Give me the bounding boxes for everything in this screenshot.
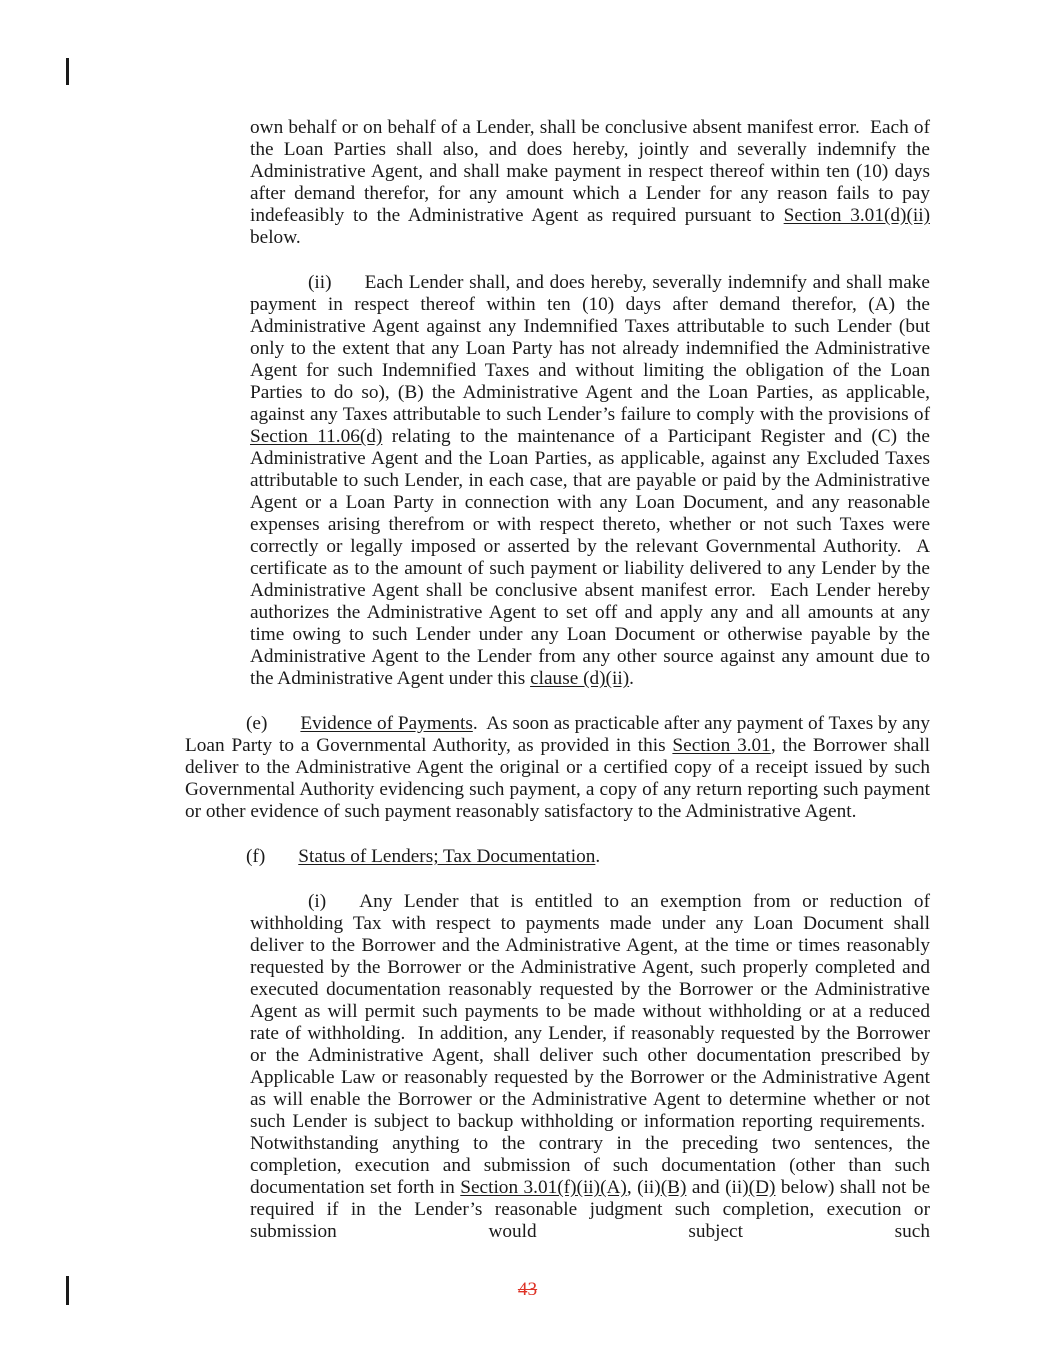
paragraph-lender-tax-documentation-i <box>250 891 930 1243</box>
section-reference: Section 3.01 <box>672 735 771 756</box>
section-reference: Section 11.06(d) <box>250 426 383 447</box>
text-run: . <box>629 668 634 689</box>
text-run: (ii) <box>308 272 332 293</box>
text-run: Each Lender shall, and does hereby, severally indemnify and shall make payment in respect thereof within ten (10) days after demand therefor, (A) the Administrative Agent against any Indemnified Taxes attributable to such Lender (but only to the extent that any Loan Party has not already indemnified the Administrative Agent for such Indemnified Taxes and without limiting the obligation of the Loan Parties to do so), (B) the Administrative Agent and the Loan Parties, as applicable, against any Taxes attributable to such Lender’s failure to comply with the provisions of <box>250 272 930 425</box>
section-reference: Section 3.01(d)(ii) <box>783 205 930 226</box>
text-run: and (ii) <box>686 1177 749 1198</box>
text-run: relating to the maintenance of a Participant Register and (C) the Administrative Agent and the Loan Parties, as applicable, against any Excluded Taxes attributable to such Lender, in each case, that are payable or paid by the Administrative Agent or a Loan Party in connection with any Loan Document, and any reasonable expenses arising therefrom or with respect thereto, whether or not such Taxes were correctly or legally imposed or asserted by the relevant Governmental Authority. A certificate as to the amount of such payment or liability delivered to any Lender by the Administrative Agent shall be conclusive absent manifest error. Each Lender hereby authorizes the Administrative Agent to set off and apply any and all amounts at any time owing to such Lender under any Loan Document or otherwise payable by the Administrative Agent to the Lender from any other source against any amount due to the Administrative Agent under this <box>250 426 930 689</box>
text-run: , (ii) <box>626 1177 661 1198</box>
revision-bar-bottom <box>66 1276 69 1305</box>
paragraph-indemnification-continued <box>250 117 930 249</box>
paragraph-evidence-of-payments <box>185 713 930 823</box>
text-run: (e) <box>246 713 268 734</box>
section-reference: (B) <box>660 1177 687 1198</box>
revision-bar-top <box>66 58 69 85</box>
section-reference: Section 3.01(f)(ii)(A) <box>460 1177 627 1198</box>
text-run: . <box>595 846 601 867</box>
text-run: own behalf or on behalf of a Lender, shall be conclusive absent manifest error. Each of the Loan Parties shall also, and does hereby, jointly and severally indemnify the Administrative Agent, and shall make payment in respect thereof within ten (10) days after demand therefor, for any amount which a Lender for any reason fails to pay indefeasibly to the Administrative Agent as required pursuant to <box>250 117 930 226</box>
section-reference: (D) <box>748 1177 776 1198</box>
text-run: below. <box>250 227 301 248</box>
text-run: (i) <box>308 891 327 912</box>
section-reference: Status of Lenders; Tax Documentation <box>298 846 596 867</box>
page-number: 43 <box>517 1279 538 1300</box>
text-run: . As soon as practicable after any payment of Taxes by any Loan Party to a Governmental Authority, as provided in this <box>185 713 930 756</box>
text-run: (f) <box>246 846 266 867</box>
text-run: below) shall not be required if in the Lender’s reasonable judgment such completion, execution or submission would subject such <box>250 1177 931 1242</box>
section-reference: clause (d)(ii) <box>530 668 630 689</box>
heading-status-of-lenders <box>185 846 930 868</box>
text-run: , the Borrower shall deliver to the Administrative Agent the original or a certified copy of a receipt issued by such Governmental Authority evidencing such payment, a copy of any return reporting such payment or other evidence of such payment reasonably satisfactory to the Administrative Agent. <box>185 735 930 822</box>
paragraph-lender-indemnity-ii <box>250 272 930 690</box>
section-reference: Evidence of Payments <box>300 713 473 734</box>
text-run: Any Lender that is entitled to an exemption from or reduction of withholding Tax with respect to payments made under any Loan Document shall deliver to the Borrower and the Administrative Agent, at the time or times reasonably requested by the Borrower or the Administrative Agent, such properly completed and executed documentation reasonably requested by the Borrower or the Administrative Agent as will permit such payments to be made without withholding or at a reduced rate of withholding. In addition, any Lender, if reasonably requested by the Borrower or the Administrative Agent, shall deliver such other documentation prescribed by Applicable Law or reasonably requested by the Borrower or the Administrative Agent as will enable the Borrower or the Administrative Agent to determine whether or not such Lender is subject to backup withholding or information reporting requirements. Notwithstanding anything to the contrary in the preceding two sentences, the completion, execution and submission of such documentation (other than such documentation set forth in <box>250 891 930 1198</box>
